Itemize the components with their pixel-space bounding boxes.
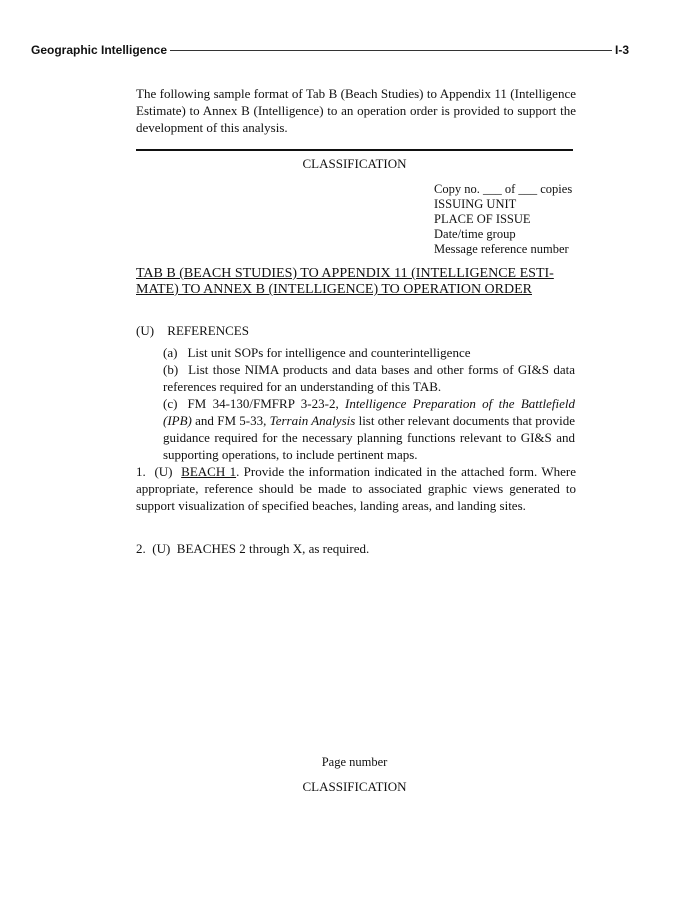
classification-divider: [136, 149, 573, 151]
date-time-group: Date/time group: [434, 227, 516, 241]
reference-item-a: [163, 344, 575, 361]
references-heading: [136, 322, 249, 339]
paragraph-marking: (U): [154, 464, 173, 479]
intro-paragraph: The following sample format of Tab B (Beach Studies) to Appendix 11 (Intelligence Estimate) to Annex B (Intelligence) to an operation order is provided to support the development of this analysis.: [136, 86, 576, 135]
reference-text: List unit SOPs for intelligence and counterintelligence: [187, 345, 471, 360]
issuing-unit: ISSUING UNIT: [434, 197, 517, 211]
reference-text: list other relevant documents that provide guidance required for the necessary planning functions relevant to GI&S and supporting operations, to include pertinent maps.: [163, 413, 575, 462]
copy-number-line: Copy no. ___ of ___ copies: [434, 182, 573, 196]
reference-text: and FM 5-33,: [191, 413, 270, 428]
message-reference: Message reference number: [434, 242, 569, 256]
reference-item-b: [163, 361, 575, 395]
paragraph-text: . Provide the information indicated in the attached form. Where appropriate, reference should be made to associated graphic views generated to support visualization of specified beaches, landing areas, and landing sites.: [136, 464, 576, 513]
reference-item-c: [163, 395, 575, 463]
reference-label: (c): [163, 396, 178, 411]
reference-text: FM 34-130/FMFRP 3-23-2,: [187, 396, 346, 411]
page-label: I-3: [614, 43, 629, 57]
paragraph-number: 1.: [136, 464, 146, 479]
place-of-issue: PLACE OF ISSUE: [434, 212, 531, 226]
classification-top: CLASSIFICATION: [302, 156, 407, 171]
paragraph-text: BEACHES 2 through X, as required.: [176, 541, 370, 556]
tab-title-line1: TAB B (BEACH STUDIES) TO APPENDIX 11 (INTELLIGENCE ESTI-: [136, 266, 554, 281]
paragraph-1: [136, 463, 576, 514]
classification-bottom: CLASSIFICATION: [302, 779, 407, 794]
copy-block: [434, 182, 572, 257]
reference-text: List those NIMA products and data bases and other forms of GI&S data references required for an understanding of this TAB.: [163, 362, 575, 394]
paragraph-title: BEACH 1: [181, 464, 237, 479]
references-title: REFERENCES: [167, 323, 249, 338]
reference-label: (b): [163, 362, 179, 377]
reference-label: (a): [163, 345, 178, 360]
tab-title-line2: MATE) TO ANNEX B (INTELLIGENCE) TO OPERATION ORDER: [136, 282, 532, 297]
page-number-label: Page number: [321, 755, 388, 769]
tab-title: [136, 266, 576, 298]
header-rule: [170, 50, 612, 51]
paragraph-2: [136, 540, 576, 557]
references-marking: (U): [136, 323, 155, 338]
paragraph-marking: (U): [152, 541, 171, 556]
paragraph-number: 2.: [136, 541, 146, 556]
reference-title-ipb: Intelligence Preparation of the Battlefield (IPB): [163, 396, 575, 428]
reference-title-terrain: Terrain Analysis: [269, 413, 356, 428]
section-title: Geographic Intelligence: [31, 43, 168, 57]
running-header: [31, 42, 629, 58]
